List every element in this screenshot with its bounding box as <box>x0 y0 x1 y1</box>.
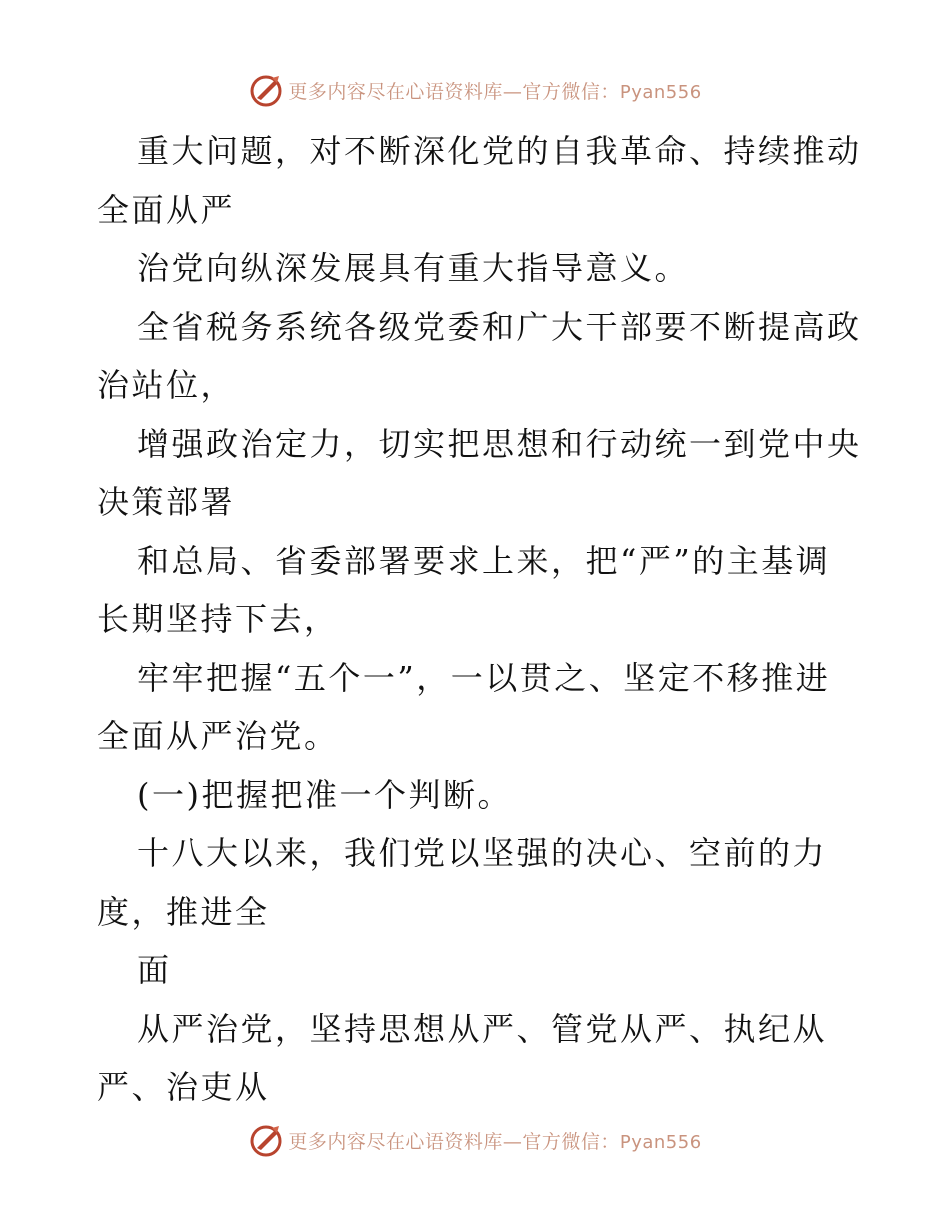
text-line: 决策部署 <box>97 483 236 521</box>
watermark-site-text: 更多内容尽在心语资料库—官方微信： <box>288 80 620 103</box>
document-body <box>97 122 862 1117</box>
text-line: 全面从严 <box>97 190 236 229</box>
footer-watermark <box>0 1120 950 1160</box>
text-line: 从严治党，坚持思想从严、管党从严、执纪从 <box>137 1009 828 1048</box>
text-line: 治党向纵深发展具有重大指导意义。 <box>137 249 690 287</box>
text-line: (一)把握把准一个判断。 <box>137 775 512 814</box>
watermark-wechat-id: Pyan556 <box>619 81 702 103</box>
text-line: 重大问题，对不断深化党的自我革命、持续推动 <box>137 132 862 170</box>
text-line: 和总局、省委部署要求上来，把“严”的主基调 <box>137 541 831 580</box>
text-line: 严、治吏从 <box>97 1068 270 1106</box>
text-line: 全面从严治党。 <box>97 717 339 755</box>
quill-logo-icon <box>248 72 284 108</box>
watermark-site-text: 更多内容尽在心语资料库—官方微信： <box>288 1130 620 1153</box>
text-line: 度，推进全 <box>97 892 270 931</box>
text-line: 牢牢把握“五个一”，一以贯之、坚定不移推进 <box>137 658 831 697</box>
quill-logo-icon <box>248 1122 284 1158</box>
text-line: 治站位， <box>97 366 236 404</box>
text-line: 长期坚持下去， <box>97 600 339 638</box>
text-line: 面 <box>137 951 172 989</box>
text-line: 增强政治定力，切实把思想和行动统一到党中央 <box>137 424 862 463</box>
text-line: 全省税务系统各级党委和广大干部要不断提高政 <box>137 307 862 346</box>
watermark-wechat-id: Pyan556 <box>619 1131 702 1153</box>
text-line: 十八大以来，我们党以坚强的决心、空前的力 <box>137 834 828 872</box>
header-watermark <box>0 70 950 110</box>
